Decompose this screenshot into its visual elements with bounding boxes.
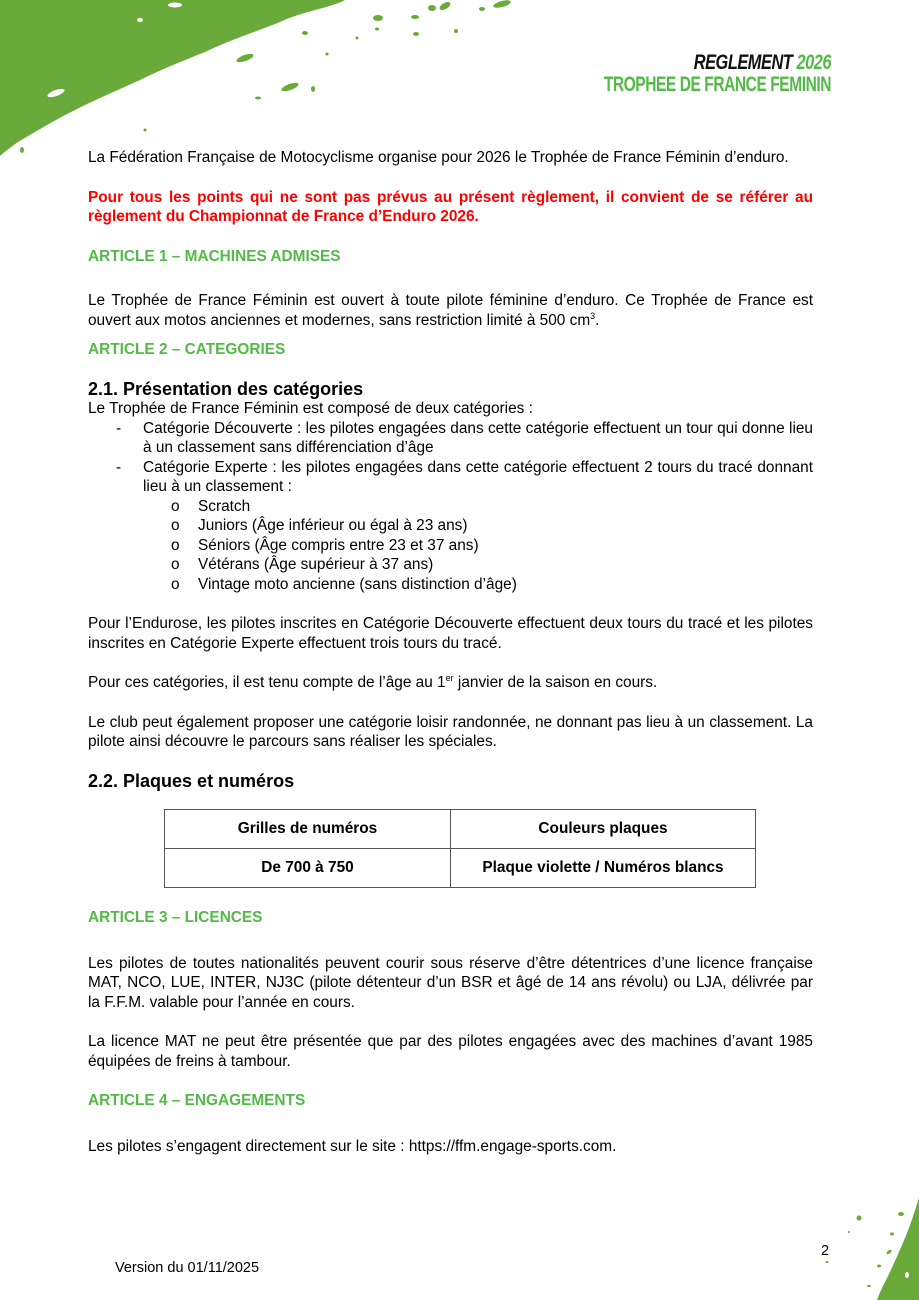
green-splash-decoration (0, 0, 560, 170)
article-1-text (88, 291, 813, 330)
classement-item: o Vintage moto ancienne (sans distinction d’âge) (198, 575, 813, 595)
article-1-text-main: Le Trophée de France Féminin est ouvert à toute pilote féminine d’enduro. Ce Trophée de France est ouvert aux motos anciennes et modernes, sans restriction limité à 500 cm (88, 292, 813, 329)
category-item-experte: - Catégorie Experte : les pilotes engagées dans cette catégorie effectuent 2 tours du tracé donnant lieu à un classement : (143, 458, 813, 497)
brand-title (524, 52, 831, 96)
table-row (165, 849, 756, 888)
table-header: Couleurs plaques (451, 810, 756, 849)
age-text-end: janvier de la saison en cours. (453, 674, 658, 691)
classement-item: o Juniors (Âge inférieur ou égal à 23 ans) (198, 516, 813, 536)
article-1-title: ARTICLE 1 – MACHINES ADMISES (88, 247, 341, 265)
brand-line-trophee: TROPHEE DE FRANCE FEMININ (603, 73, 831, 96)
classement-item: o Vétérans (Âge supérieur à 37 ans) (198, 555, 813, 575)
green-splash-decoration-bottom (819, 1190, 919, 1300)
table-header-row (165, 810, 756, 849)
plates-table (164, 809, 756, 888)
brand-reglement-word: REGLEMENT (693, 51, 793, 74)
table-cell: Plaque violette / Numéros blancs (451, 849, 756, 888)
section-2-2-title: 2.2. Plaques et numéros (88, 770, 295, 791)
category-list (88, 419, 813, 497)
table-header: Grilles de numéros (165, 810, 451, 849)
classement-item: o Scratch (198, 497, 813, 517)
age-paragraph (88, 673, 813, 693)
superscript-3: 3 (590, 310, 596, 321)
article-2-title: ARTICLE 2 – CATEGORIES (88, 341, 286, 358)
article-4-p1: Les pilotes s’engagent directement sur le site : https://ffm.engage-sports.com. (88, 1137, 617, 1155)
section-2-1-lead: Le Trophée de France Féminin est composé de deux catégories : (88, 400, 533, 417)
article-3-p2: La licence MAT ne peut être présentée que par des pilotes engagées avec des machines d’avant 1985 équipées de freins à tambour. (88, 1033, 813, 1070)
article-3-title: ARTICLE 3 – LICENCES (88, 909, 263, 926)
section-2-1-title: 2.1. Présentation des catégories (88, 378, 364, 399)
table-cell: De 700 à 750 (165, 849, 451, 888)
classement-item: o Séniors (Âge compris entre 23 et 37 ans) (198, 536, 813, 556)
age-text-main: Pour ces catégories, il est tenu compte de l’âge au 1 (88, 674, 446, 691)
classement-list (88, 497, 813, 595)
article-4-title: ARTICLE 4 – ENGAGEMENTS (88, 1092, 306, 1109)
brand-line-reglement (592, 52, 831, 74)
footer-version: Version du 01/11/2025 (115, 1260, 260, 1276)
club-paragraph: Le club peut également proposer une catégorie loisir randonnée, ne donnant pas lieu à un classement. La pilote ainsi découvre le parcours sans réaliser les spéciales. (88, 713, 813, 750)
intro-paragraph: La Fédération Française de Motocyclisme organise pour 2026 le Trophée de France Féminin d’enduro. (88, 149, 789, 166)
document-body (88, 148, 813, 1156)
article-1-text-end: . (595, 311, 600, 329)
intro-notice: Pour tous les points qui ne sont pas prévus au présent règlement, il convient de se référer au règlement du Championnat de France d’Enduro 2026. (88, 188, 813, 225)
endurose-paragraph: Pour l’Endurose, les pilotes inscrites en Catégorie Découverte effectuent deux tours du tracé et les pilotes inscrites en Catégorie Experte effectuent trois tours du tracé. (88, 615, 813, 652)
page-number: 2 (821, 1243, 830, 1259)
superscript-er: er (445, 673, 454, 683)
category-item-decouverte: - Catégorie Découverte : les pilotes engagées dans cette catégorie effectuent un tour qui donne lieu à un classement sans différenciation d’âge (143, 419, 813, 458)
brand-year: 2026 (796, 51, 831, 74)
article-3-p1: Les pilotes de toutes nationalités peuvent courir sous réserve d’être détentrices d’une licence française MAT, NCO, LUE, INTER, NJ3C (pilote détenteur d’un BSR et âgé de 14 ans révolu) ou LJA, délivrée par la F.F.M. valable pour l’année en cours. (88, 954, 813, 1011)
